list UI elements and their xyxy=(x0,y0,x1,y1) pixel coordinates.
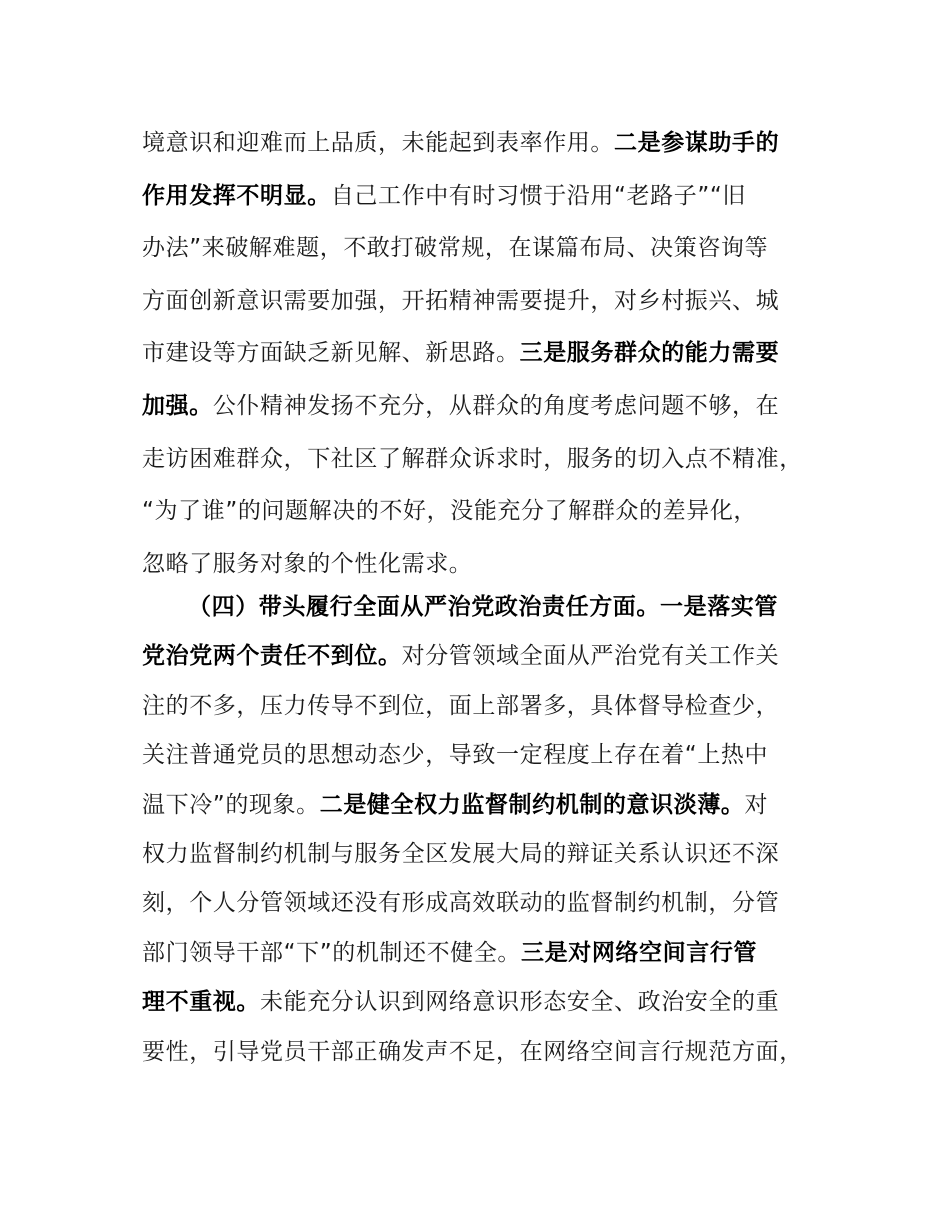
text-line xyxy=(142,691,779,721)
text-line xyxy=(188,592,778,622)
paragraph-service-ability xyxy=(142,128,822,577)
bold-heading-span: 加强。 xyxy=(142,393,213,419)
text-line xyxy=(142,888,779,918)
body-text-span: 忽略了服务对象的个性化需求。 xyxy=(142,550,473,577)
body-text-span: 对 xyxy=(744,791,769,818)
text-line xyxy=(142,641,779,671)
text-line xyxy=(142,740,768,770)
body-text-span: “为了谁”的问题解决的不好，没能充分了解群众的差异化， xyxy=(142,498,758,525)
body-text-span: 刻，个人分管领域还没有形成高效联动的监督制约机制，分管 xyxy=(142,890,780,917)
text-line xyxy=(142,444,803,474)
body-text-span: 走访困难群众，下社区了解群众诉求时，服务的切入点不精准， xyxy=(142,445,803,472)
body-text-span: 公仆精神发扬不充分，从群众的角度考虑问题不够，在 xyxy=(212,393,780,419)
body-text-span: 市建设等方面缺乏新见解、新思路。 xyxy=(142,340,520,367)
body-text-span: 境意识和迎难而上品质，未能起到表率作用。 xyxy=(142,130,614,156)
text-line xyxy=(142,938,757,968)
text-line xyxy=(142,790,768,820)
body-text-span: 部门领导干部“下”的机制还不健全。 xyxy=(142,939,522,966)
text-line xyxy=(142,338,779,368)
bold-heading-span: 三是服务群众的能力需要 xyxy=(519,340,780,367)
text-line xyxy=(142,839,779,869)
body-text-span: 自己工作中有时习惯于沿用“老路子”“旧 xyxy=(330,182,746,209)
body-text-span: 办法”来破解难题，不敢打破常规，在谋篇布局、决策咨询等 xyxy=(142,235,769,262)
bold-heading-span: 理不重视。 xyxy=(142,989,260,1016)
body-text-span: 权力监督制约机制与服务全区发展大局的辩证关系认识还不深 xyxy=(142,841,780,867)
text-line xyxy=(142,286,779,316)
body-text-span: 方面创新意识需要加强，开拓精神需要提升，对乡村振兴、城 xyxy=(142,287,780,314)
body-text-span: 注的不多，压力传导不到位，面上部署多，具体督导检查少， xyxy=(142,692,780,719)
text-line xyxy=(142,391,779,421)
text-line xyxy=(142,1037,803,1067)
body-text-span: 对分管领域全面从严治党有关工作关 xyxy=(401,643,780,670)
body-text-span: 温下冷”的现象。 xyxy=(142,791,320,818)
bold-heading-span: 二是健全权力监督制约机制的意识淡薄。 xyxy=(319,791,745,818)
text-line xyxy=(142,128,779,158)
bold-heading-span: 作用发挥不明显。 xyxy=(142,182,331,209)
body-text-span: 关注普通党员的思想动态少，导致一定程度上存在着“上热中 xyxy=(142,742,769,769)
bold-heading-span: （四）带头履行全面从严治党政治责任方面。一是落实管 xyxy=(188,594,778,620)
text-line xyxy=(142,181,746,211)
text-line xyxy=(142,987,779,1017)
text-line xyxy=(142,496,757,526)
bold-heading-span: 党治党两个责任不到位。 xyxy=(142,643,402,670)
bold-heading-span: 三是对网络空间言行管 xyxy=(521,939,758,966)
paragraph-party-governance xyxy=(142,592,822,1092)
body-text-span: 未能充分认识到网络意识形态安全、政治安全的重 xyxy=(260,989,780,1016)
text-line xyxy=(142,549,472,579)
body-text-span: 要性，引导党员干部正确发声不足，在网络空间言行规范方面， xyxy=(142,1038,803,1065)
bold-heading-span: 二是参谋助手的 xyxy=(614,130,780,156)
text-line xyxy=(142,233,768,263)
